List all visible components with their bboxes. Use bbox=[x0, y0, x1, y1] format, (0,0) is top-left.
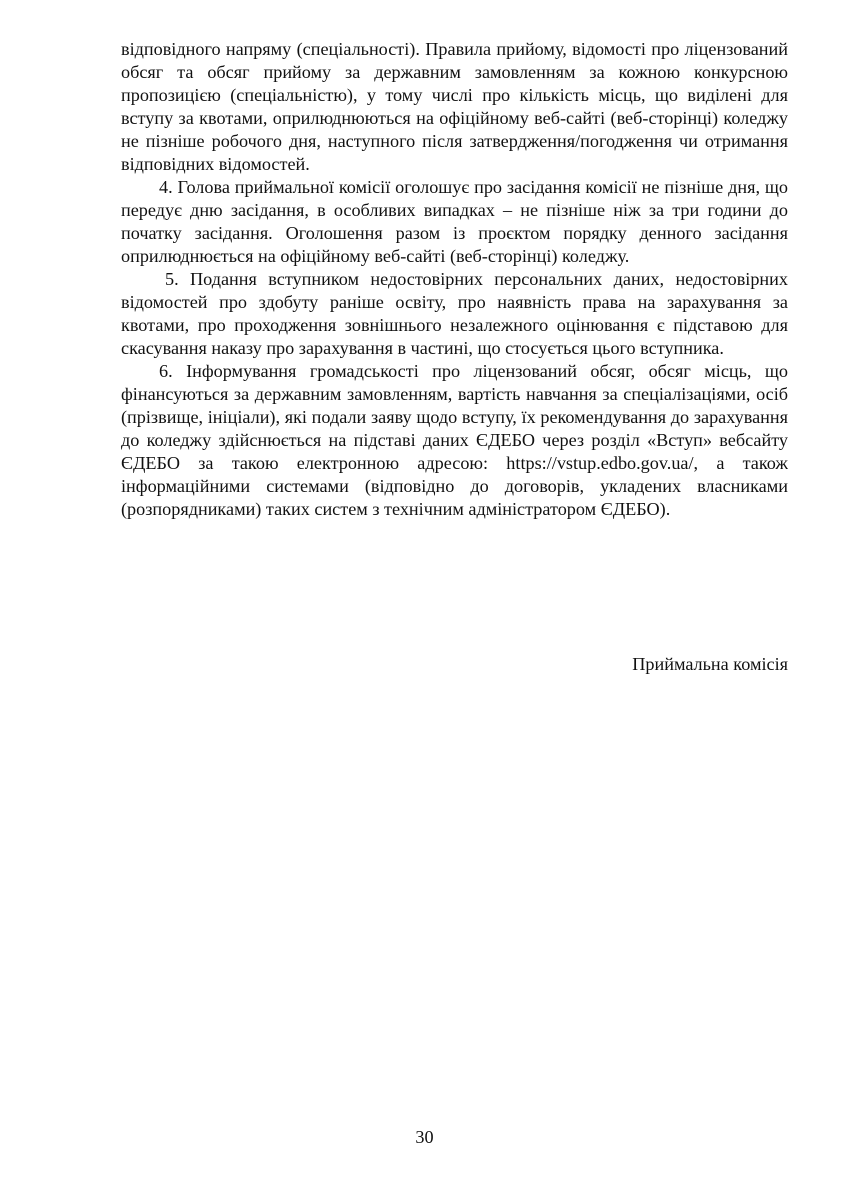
document-body bbox=[121, 38, 788, 521]
paragraph-item-6: 6. Інформування громадськості про ліцензований обсяг, обсяг місць, що фінансуються за державним замовленням, вартість навчання за спеціалізаціями, осіб (прізвище, ініціали), які подали заяву щодо вступу, їх рекомендування до зарахування до коледжу здійснюється на підставі даних ЄДЕБО через розділ «Вступ» вебсайту ЄДЕБО за такою електронною адресою: https://vstup.edbo.gov.ua/, а також інформаційними системами (відповідно до договорів, укладених власниками (розпорядниками) таких систем з технічним адміністратором ЄДЕБО). bbox=[121, 361, 788, 519]
paragraph-item-5: 5. Подання вступником недостовірних персональних даних, недостовірних відомостей про здобуту раніше освіту, про наявність права на зарахування за квотами, про проходження зовнішнього незалежного оцінювання є підставою для скасування наказу про зарахування в частині, що стосується цього вступника. bbox=[121, 269, 788, 358]
page-number: 30 bbox=[415, 1127, 434, 1147]
signature-admissions-committee: Приймальна комісія bbox=[632, 654, 788, 674]
paragraph-continuation: відповідного напряму (спеціальності). Правила прийому, відомості про ліцензований обсяг та обсяг прийому за державним замовленням за кожною конкурсною пропозицією (спеціальністю), у тому числі про кількість місць, що виділені для вступу за квотами, оприлюднюються на офіційному веб-сайті (веб-сторінці) коледжу не пізніше робочого дня, наступного після затвердження/погодження чи отримання відповідних відомостей. bbox=[121, 39, 788, 174]
paragraph-item-4: 4. Голова приймальної комісії оголошує про засідання комісії не пізніше дня, що передує дню засідання, в особливих випадках – не пізніше ніж за три години до початку засідання. Оголошення разом із проєктом порядку денного засідання оприлюднюється на офіційному веб-сайті (веб-сторінці) коледжу. bbox=[121, 177, 788, 266]
